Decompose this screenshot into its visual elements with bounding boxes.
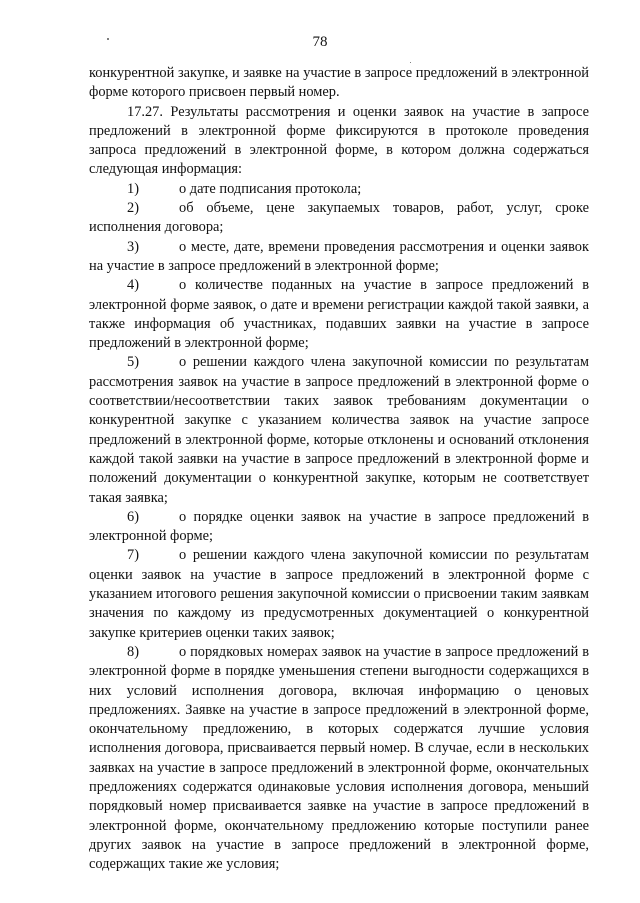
item-number: 5) [127, 354, 139, 371]
item-text: о решении каждого члена закупочной комиссии по результатам оценки заявок на участие в запросе предложений в электронной форме с указанием итогового решения закупочной комиссии о присвоении таким заявкам значения по каждому из предусмотренных документацией о конкурентной закупке критериев оценки таких заявок; [89, 547, 589, 641]
item-number: 7) [127, 547, 139, 564]
item-number: 2) [127, 200, 139, 217]
item-text: о порядке оценки заявок на участие в запросе предложений в электронной форме; [89, 508, 589, 545]
item-number: 8) [127, 643, 139, 660]
list-item [89, 199, 589, 238]
page-number: 78 [312, 34, 328, 50]
scan-speck [410, 62, 411, 63]
item-number: 1) [127, 180, 139, 197]
item-text: о месте, дате, времени проведения рассмотрения и оценки заявок на участие в запросе предложений в электронной форме; [89, 238, 589, 274]
list-item [89, 353, 589, 507]
list-item [89, 546, 589, 642]
clause-text: Результаты рассмотрения и оценки заявок на участие в запросе предложений в электронной форме фиксируются в протоколе проведения запроса предложений в электронной форме, в котором должна содержаться следующая информация: [89, 103, 589, 178]
continuation-paragraph: конкурентной закупке, и заявке на участие в запросе предложений в электронной форме которого присвоен первый номер. [89, 65, 589, 101]
item-text: о количестве поданных на участие в запросе предложений в электронной форме заявок, о дате и времени регистрации каждой такой заявки, а также информация об участниках, подавших заявки на участие в запросе предложений в электронной форме; [89, 277, 589, 352]
item-number: 3) [127, 238, 139, 255]
document-text [89, 64, 589, 874]
list-item [89, 508, 589, 547]
clause-paragraph [89, 103, 589, 180]
list-item [89, 643, 589, 875]
item-text: об объеме, цене закупаемых товаров, работ, услуг, сроке исполнения договора; [89, 200, 589, 236]
clause-number: 17.27. [127, 103, 163, 120]
item-text: о дате подписания протокола; [179, 180, 362, 197]
item-text: о решении каждого члена закупочной комиссии по результатам рассмотрения заявок на участие в запросе предложений в электронной форме о соответствии/несоответствии таких заявок требованиям документации о конкурентной закупке с указанием количества заявок на участие запросе предложений в электронной форме, которые отклонены и оснований отклонения каждой такой заявки на участие в запросе предложений в электронной форме и положений документации о конкурентной закупке, которым не соответствует такая заявка; [89, 354, 589, 506]
item-number: 4) [127, 277, 139, 294]
list-item [89, 238, 589, 277]
list-item [89, 180, 589, 199]
list-item [89, 276, 589, 353]
item-number: 6) [127, 508, 139, 525]
item-text: о порядковых номерах заявок на участие в запросе предложений в электронной форме в порядке уменьшения степени выгодности содержащихся в них условий исполнения договора, включая информацию о ценовых предложениях. Заявке на участие в запросе предложений в электронной форме, окончательному предложению, в которых содержатся лучшие условия исполнения договора, присваивается первый номер. В случае, если в нескольких заявках на участие в запросе предложений в электронной форме, окончательных предложениях содержатся одинаковые условия исполнения договора, меньший порядковый номер присваивается заявке на участие в запросе предложений в электронной форме, окончательному предложению которые поступили ранее других заявок на участие в запросе предложений в электронной форме, содержащих такие же условия; [89, 643, 589, 873]
